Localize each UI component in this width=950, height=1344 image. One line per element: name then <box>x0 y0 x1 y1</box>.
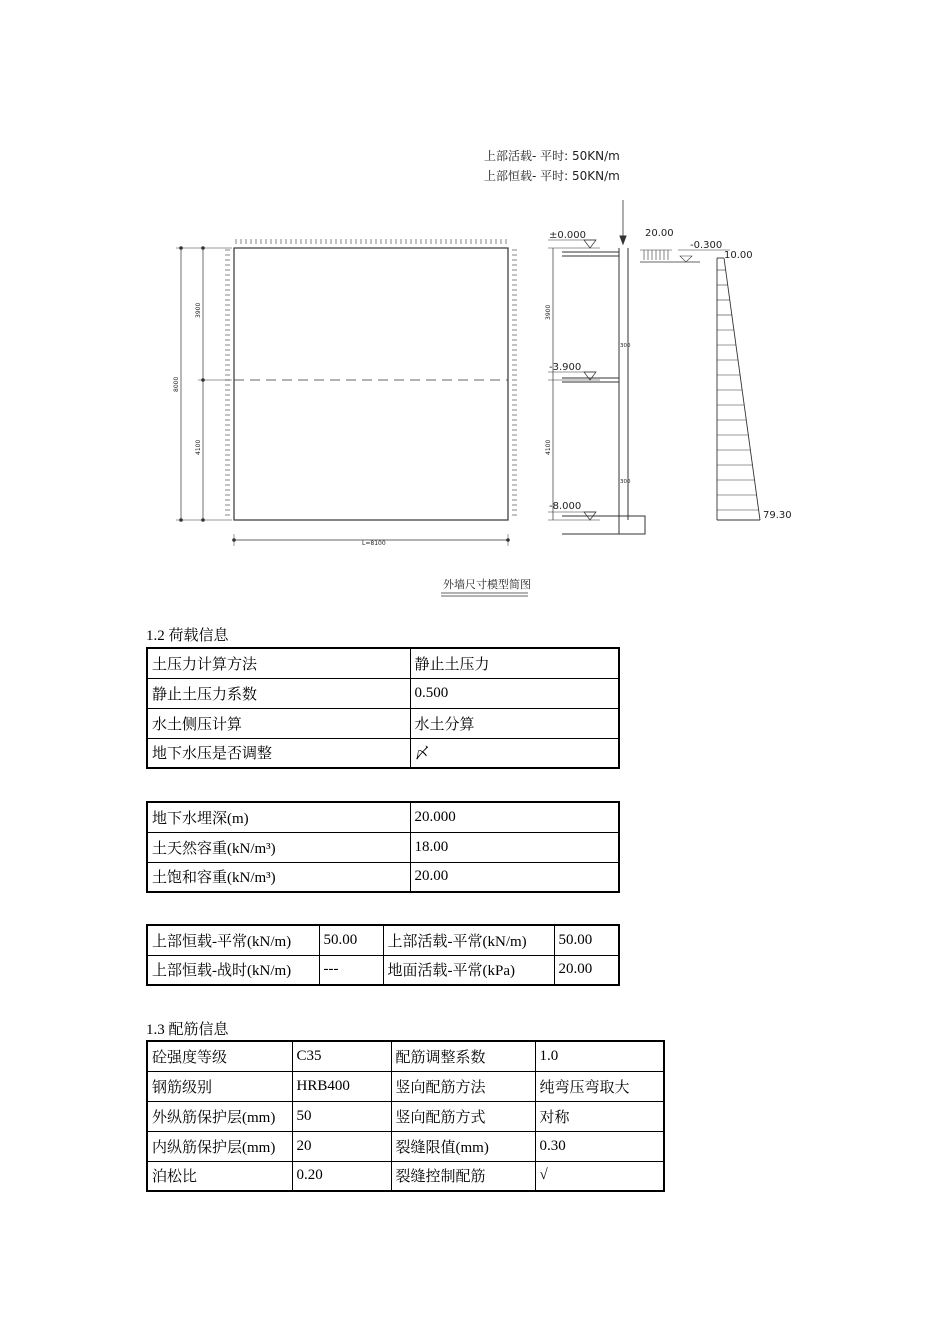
table-label-cell: 土压力计算方法 <box>147 648 410 678</box>
table-row <box>147 678 619 708</box>
table-label-cell: 地下水压是否调整 <box>147 738 410 768</box>
table-label-cell: 土饱和容重(kN/m³) <box>147 862 410 892</box>
table-row <box>147 862 619 892</box>
table-row <box>147 1041 664 1071</box>
table-label-cell: 外纵筋保护层(mm) <box>147 1101 292 1131</box>
table-row <box>147 1161 664 1191</box>
table-rebar <box>146 1040 665 1192</box>
table-value-cell: 18.00 <box>410 832 619 862</box>
table-row <box>147 802 619 832</box>
table-row <box>147 955 619 985</box>
table-value-cell: HRB400 <box>292 1071 391 1101</box>
table-upper-load <box>146 924 620 986</box>
table-value-cell: 0.500 <box>410 678 619 708</box>
table-label-cell: 裂缝限值(mm) <box>391 1131 535 1161</box>
table-label-cell: 配筋调整系数 <box>391 1041 535 1071</box>
table-value-cell: 20.00 <box>410 862 619 892</box>
table-label-cell: 土天然容重(kN/m³) <box>147 832 410 862</box>
table-value-cell: 纯弯压弯取大 <box>535 1071 664 1101</box>
table-label-cell: 上部恒载-平常(kN/m) <box>147 925 319 955</box>
table-value-cell: --- <box>319 955 383 985</box>
pressure-top: 10.00 <box>724 250 753 261</box>
table-value-cell: 对称 <box>535 1101 664 1131</box>
table-row <box>147 1071 664 1101</box>
table-soil-pressure <box>146 647 620 769</box>
pressure-bottom: 79.30 <box>763 510 792 521</box>
table-label-cell: 竖向配筋方法 <box>391 1071 535 1101</box>
table-row <box>147 1131 664 1161</box>
load-label-live: 上部活载- 平时: 50KN/m <box>484 149 620 163</box>
table-value-cell: 〆 <box>410 738 619 768</box>
table-row <box>147 738 619 768</box>
table-label-cell: 地下水埋深(m) <box>147 802 410 832</box>
table-row <box>147 1101 664 1131</box>
table-value-cell: √ <box>535 1161 664 1191</box>
table-value-cell: 水土分算 <box>410 708 619 738</box>
wall-elevation <box>176 239 517 546</box>
table-value-cell: 1.0 <box>535 1041 664 1071</box>
table-row <box>147 648 619 678</box>
table-value-cell: 50.00 <box>554 925 619 955</box>
table-label-cell: 砼强度等级 <box>147 1041 292 1071</box>
table-value-cell: 20.000 <box>410 802 619 832</box>
table-label-cell: 竖向配筋方式 <box>391 1101 535 1131</box>
table-value-cell: 0.20 <box>292 1161 391 1191</box>
table-row <box>147 925 619 955</box>
wall-thk-2: 300 <box>620 479 631 485</box>
table-value-cell: 0.30 <box>535 1131 664 1161</box>
elev-bottom: -8.000 <box>549 501 582 512</box>
drawing-caption: 外墙尺寸模型简图 <box>443 578 531 591</box>
surcharge-value: 20.00 <box>645 228 674 239</box>
side-dim-upper: 3900 <box>545 304 552 320</box>
elev-top: ±0.000 <box>549 230 587 241</box>
section-title-load: 1.2 荷载信息 <box>146 628 229 644</box>
wall-thk-1: 300 <box>620 343 631 349</box>
load-label-dead: 上部恒载- 平时: 50KN/m <box>484 169 620 183</box>
table-groundwater <box>146 801 620 893</box>
table-label-cell: 泊松比 <box>147 1161 292 1191</box>
table-label-cell: 水土侧压计算 <box>147 708 410 738</box>
table-label-cell: 地面活载-平常(kPa) <box>383 955 554 985</box>
table-label-cell: 内纵筋保护层(mm) <box>147 1131 292 1161</box>
dim-total: 8000 <box>173 376 180 392</box>
table-value-cell: 静止土压力 <box>410 648 619 678</box>
dim-upper: 3900 <box>195 302 202 318</box>
table-label-cell: 上部恒载-战时(kN/m) <box>147 955 319 985</box>
table-value-cell: C35 <box>292 1041 391 1071</box>
section-title-rebar: 1.3 配筋信息 <box>146 1022 229 1038</box>
table-value-cell: 20.00 <box>554 955 619 985</box>
wall-model-drawing <box>0 0 950 610</box>
dim-length: L=8100 <box>362 540 386 547</box>
table-label-cell: 上部活载-平常(kN/m) <box>383 925 554 955</box>
table-value-cell: 50.00 <box>319 925 383 955</box>
elev-mid: -3.900 <box>549 362 582 373</box>
table-label-cell: 裂缝控制配筋 <box>391 1161 535 1191</box>
dim-lower: 4100 <box>195 439 202 455</box>
side-dim-lower: 4100 <box>545 439 552 455</box>
table-label-cell: 静止土压力系数 <box>147 678 410 708</box>
table-row <box>147 832 619 862</box>
ground-elev: -0.300 <box>690 240 723 251</box>
table-label-cell: 钢筋级别 <box>147 1071 292 1101</box>
table-row <box>147 708 619 738</box>
table-value-cell: 20 <box>292 1131 391 1161</box>
table-value-cell: 50 <box>292 1101 391 1131</box>
